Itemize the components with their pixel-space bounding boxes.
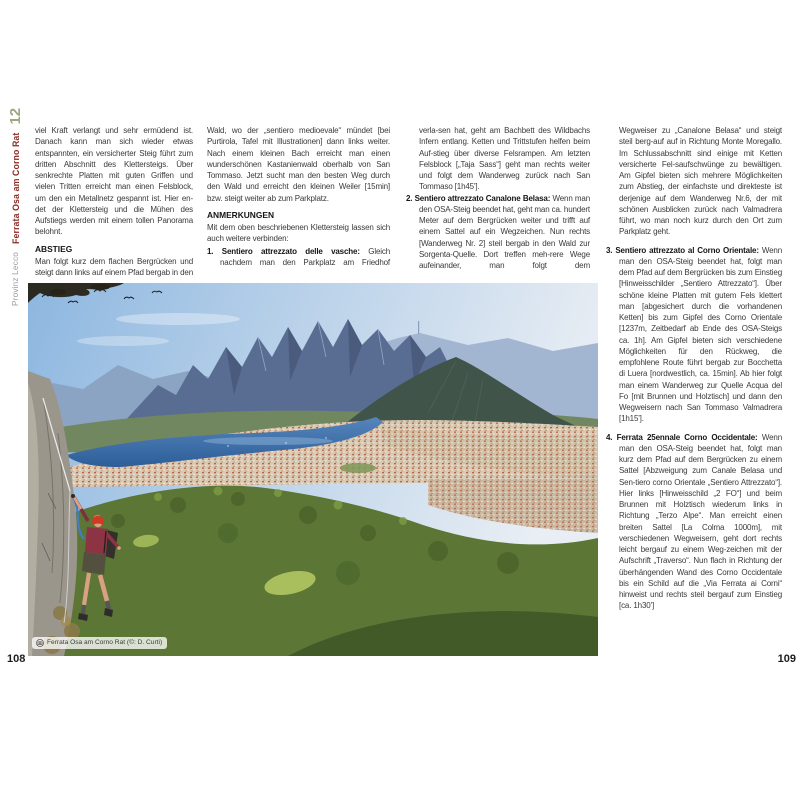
sidebar-route-number: 12 bbox=[7, 107, 24, 125]
body-paragraph: Wald, wo der „sentiero medioevale“ mündet [bei Purtirola, Tafel mit Illustrationen] dann links weiter. Nach einem kleinen Bach erreicht man einen wunderschönen Kastanienwald oberhalb von San Tommaso. Jetzt sucht man den besten Weg durch den Wald und erreicht den kleinen Weiler [15min] bzw. steigt weiter ab zum Parkplatz. bbox=[207, 126, 390, 203]
list-item-title: Sentiero attrezzato al Corno Orientale: bbox=[615, 245, 759, 255]
photo-caption bbox=[32, 637, 167, 649]
list-item-title: Ferrata 25ennale Corno Occidentale: bbox=[616, 432, 758, 442]
list-item-text: Wenn man den OSA-Steig beendet hat, folgt man dem Pfad auf dem Bergrücken bis zum Einstieg [Hinweisschilder „Sentiero Attrezzato“]. Über schöne kleine Platten mit gutem Fels klettert man [abgesichert durch die vorhandenen Ketten] bis zum Gipfel des Corno Orientale [1237m, Zeitbedarf ab Ende des OSA-Steigs ca. 1h]. Am Gipfel bieten sich verschiedene Möglichkeiten für den Rückweg, die empfohlene Route führt bergab zur Bocchetta di Luera [nordwestlich, ca. 15min]. Ab hier folgt man einem Wanderweg zur Quelle Acqua del Fo [mit Brunnen und Holztisch] und dann den Wegweisern nach San Tommaso Valmadrera [1h15']. bbox=[619, 245, 782, 424]
list-item bbox=[207, 246, 390, 269]
list-item-number: 1. bbox=[207, 246, 214, 256]
list-item bbox=[606, 432, 782, 612]
page-number-left: 108 bbox=[7, 653, 26, 665]
list-item-number: 3. bbox=[606, 245, 613, 255]
page-number-right: 109 bbox=[777, 653, 796, 665]
left-page-column-3 bbox=[406, 125, 590, 271]
sidebar-region-label: Provinz Lecco bbox=[11, 251, 20, 306]
sidebar-route-title: Ferrata Osa am Corno Rat bbox=[10, 132, 21, 244]
list-item-text: Gleich nachdem man den Parkplatz am Friedhof bbox=[220, 246, 391, 267]
section-heading-abstieg: ABSTIEG bbox=[35, 243, 73, 254]
list-item-title: Sentiero attrezzato delle vasche: bbox=[221, 246, 360, 256]
list-item-number: 2. bbox=[406, 193, 413, 203]
camera-icon bbox=[36, 639, 44, 647]
list-item bbox=[406, 193, 590, 272]
photo-illustration bbox=[28, 283, 598, 656]
body-paragraph: Mit dem oben beschriebenen Klettersteig lassen sich auch weitere verbinden: bbox=[207, 223, 390, 244]
list-item-title: Sentiero attrezzato Canalone Belasa: bbox=[414, 193, 551, 203]
body-paragraph: viel Kraft verlangt und sehr ermüdend ist. Danach kann man sich wieder etwas entspannten, ein versicherter Steig führt zum dritten Abschnitt des Klettersteigs. Über senkrechte Platten mit guten Griffen und vielen Tritten erreicht man einen Felsblock, um den ein Metallnetz gespannt ist. Hier en-det der Klettersteig und die Mühen des Aufstiegs werden mit einem tollen Panorama belohnt. bbox=[35, 126, 193, 237]
sidebar bbox=[7, 108, 24, 306]
section-heading-anmerkungen: ANMERKUNGEN bbox=[207, 209, 274, 220]
list-item-text: Wenn man den OSA-Steig beendet hat, folgt man kurz dem Pfad auf dem Bergrücken zu einem Sattel [Abzweigung zum Canale Belasa und Sen-tiero corno Orientale „Sentiero Attrezzato“]. Hier links [Hinweisschild „2 FO“] und beim Brunnen mit Holztisch wiederum links in Richtung „Terzo Alpe“. Man erreicht einen breiten Sattel [La Colma 1000m], mit verschiedenen Wegweisern, geht dort rechts leicht bergauf zu einem Weg-zeichen mit der Aufschrift „Traverso“. Nun flach in Richtung der überhängenden Wand des Corno Occidentale bis ein Schild auf die „Via Ferrata ai Corni“ hinweist und rechts steil bergauf zum Einstieg [ca. 1h30'] bbox=[619, 432, 782, 611]
right-page-column bbox=[606, 125, 782, 612]
left-page-column-2 bbox=[207, 125, 390, 268]
list-item-text: Wenn man den OSA-Steig beendet hat, geht man ca. hundert Meter auf dem Bergrücken weiter und trifft auf einem Sattel auf ein Wegzeichen. Nun rechts [Wanderweg Nr. 2] steil bergab in den Wald zur Sorgenta-Quelle. Dort treffen meh-rere Wege aufeinander, man folgt dem bbox=[419, 193, 590, 270]
route-photo bbox=[28, 283, 598, 656]
body-paragraph: Man folgt kurz dem flachen Bergrücken und steigt dann links auf einem Pfad bergab in den bbox=[35, 256, 193, 277]
photo-caption-text: Ferrata Osa am Corno Rat (©: D. Curti) bbox=[47, 638, 163, 646]
body-paragraph: verla-sen hat, geht am Bachbett des Wildbachs Infern entlang. Ketten und Trittstufen helfen beim Auf-stieg über diverse Felsrampen. Am letzten Felsblock [„Taja Sass“] geht man rechts weiter und folgt dem Wanderweg zurück nach San Tommaso [1h45']. bbox=[419, 126, 590, 192]
left-page-column-1 bbox=[35, 125, 193, 278]
list-item bbox=[606, 245, 782, 425]
list-item-number: 4. bbox=[606, 432, 613, 442]
body-paragraph: Wegweiser zu „Canalone Belasa“ und steigt steil berg-auf auf in Richtung Monte Moregallo. Im Schlussabschnitt sind einige mit Ketten versicherte Fel-saufschwünge zu bewältigen. Am Gipfel bieten sich mehrere Möglichkeiten zum Abstieg, der einfachste und direkteste ist derjenige auf dem Wanderweg Nr.6, der mit schönen Ausblicken zurück nach Valmadrera führt, wo man noch kurz durch den Ort zum Parkplatz geht. bbox=[619, 126, 782, 237]
